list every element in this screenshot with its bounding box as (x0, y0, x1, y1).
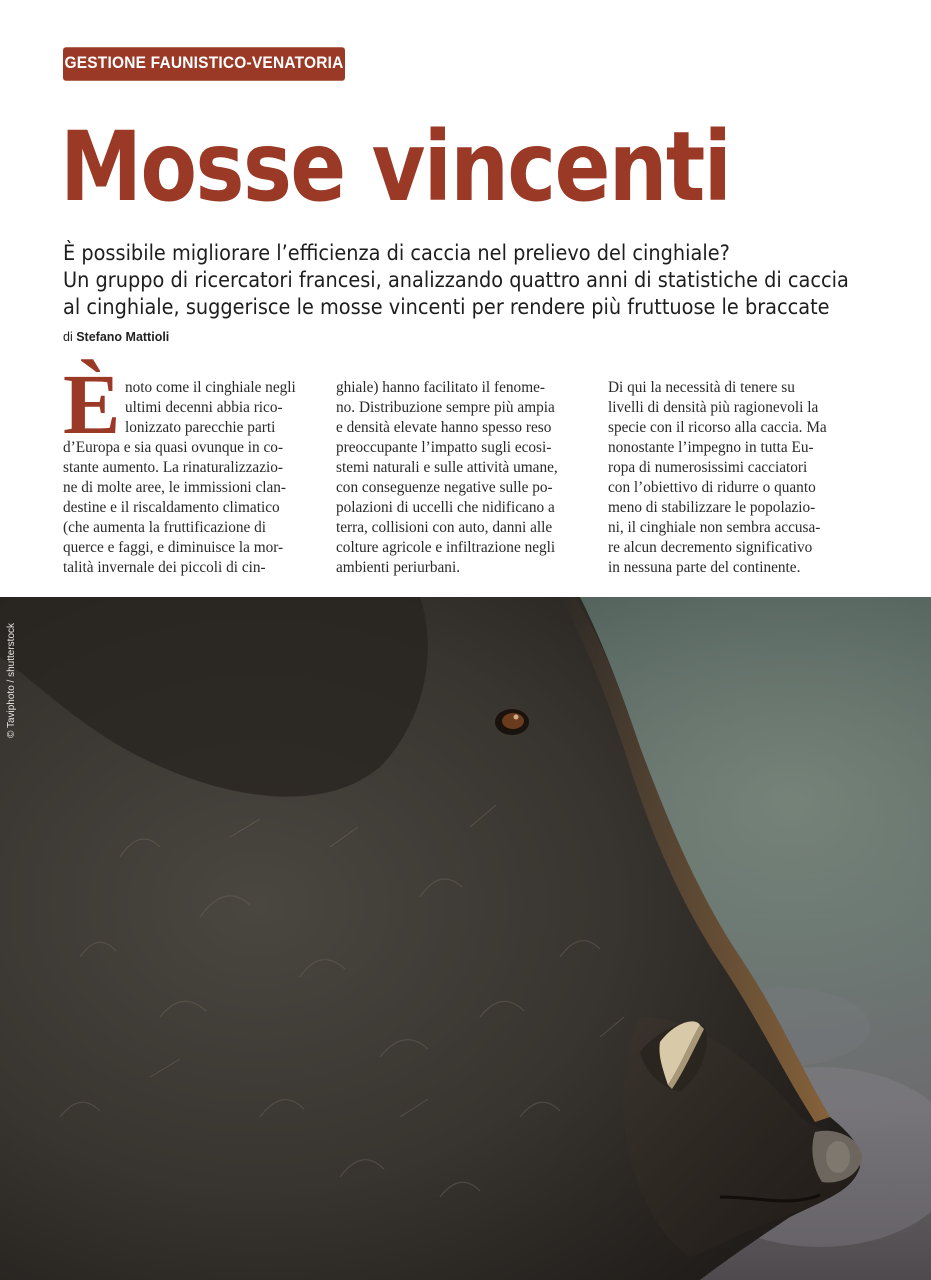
article-title: Mosse vincenti (60, 111, 731, 223)
text-line: noto come il cinghiale negli (125, 379, 296, 396)
text-line: ropa di numerosissimi cacciatori (608, 459, 808, 476)
subtitle-line: Un gruppo di ricercatori francesi, analizzando quattro anni di statistiche di caccia (63, 268, 849, 292)
text-line: ne di molte aree, le immissioni clan- (63, 479, 287, 496)
byline (63, 330, 169, 344)
text-line: livelli di densità più ragionevoli la (608, 399, 819, 416)
text-line: ni, il cinghiale non sembra accusa- (608, 519, 821, 536)
text-line: polazioni di uccelli che nidificano a (336, 499, 555, 516)
text-line: specie con il ricorso alla caccia. Ma (608, 419, 827, 436)
text-line: nonostante l’impegno in tutta Eu- (608, 439, 814, 456)
drop-cap: È (63, 356, 121, 452)
text-line: stante aumento. La rinaturalizzazio- (63, 459, 283, 476)
text-column-1 (63, 378, 308, 578)
text-line: destine e il riscaldamento climatico (63, 499, 280, 516)
text-line: lonizzato parecchie parti (125, 419, 276, 436)
text-line: Di qui la necessità di tenere su (608, 379, 795, 396)
text-line: ambienti periurbani. (336, 559, 461, 576)
subtitle-line: È possibile migliorare l’efficienza di caccia nel prelievo del cinghiale? (63, 241, 730, 265)
text-line: preoccupante l’impatto sugli ecosi- (336, 439, 552, 456)
text-line: re alcun decremento significativo (608, 539, 813, 556)
byline-author: Stefano Mattioli (76, 330, 170, 344)
text-line: (che aumenta la fruttificazione di (63, 519, 267, 536)
text-line: terra, collisioni con auto, danni alle (336, 519, 553, 536)
text-line: in nessuna parte del continente. (608, 559, 801, 576)
text-line: querce e faggi, e diminuisce la mor- (63, 539, 284, 556)
subtitle-line: al cinghiale, suggerisce le mosse vincenti per rendere più fruttuose le braccate (63, 295, 830, 319)
byline-prefix: di (63, 330, 73, 344)
wild-boar-photo (0, 597, 931, 1280)
text-line: d’Europa e sia quasi ovunque in co- (63, 439, 284, 456)
text-line: con l’obiettivo di ridurre o quanto (608, 479, 816, 496)
text-line: stemi naturali e sulle attività umane, (336, 459, 558, 476)
text-line: ultimi decenni abbia rico- (125, 399, 283, 416)
text-line: no. Distribuzione sempre più ampia (336, 399, 555, 416)
article-subtitle (63, 240, 849, 321)
text-column-3 (608, 378, 858, 578)
text-line: meno di stabilizzare le popolazio- (608, 499, 816, 516)
text-line: talità invernale dei piccoli di cin- (63, 559, 266, 576)
text-line: ghiale) hanno facilitato il fenome- (336, 379, 545, 396)
section-tag: GESTIONE FAUNISTICO-VENATORIA (63, 47, 345, 81)
text-line: e densità elevate hanno spesso reso (336, 419, 552, 436)
text-line: con conseguenze negative sulle po- (336, 479, 553, 496)
text-line: colture agricole e infiltrazione negli (336, 539, 556, 556)
text-column-2 (336, 378, 582, 578)
photo-credit: © Taviphoto / shutterstock (6, 622, 17, 738)
